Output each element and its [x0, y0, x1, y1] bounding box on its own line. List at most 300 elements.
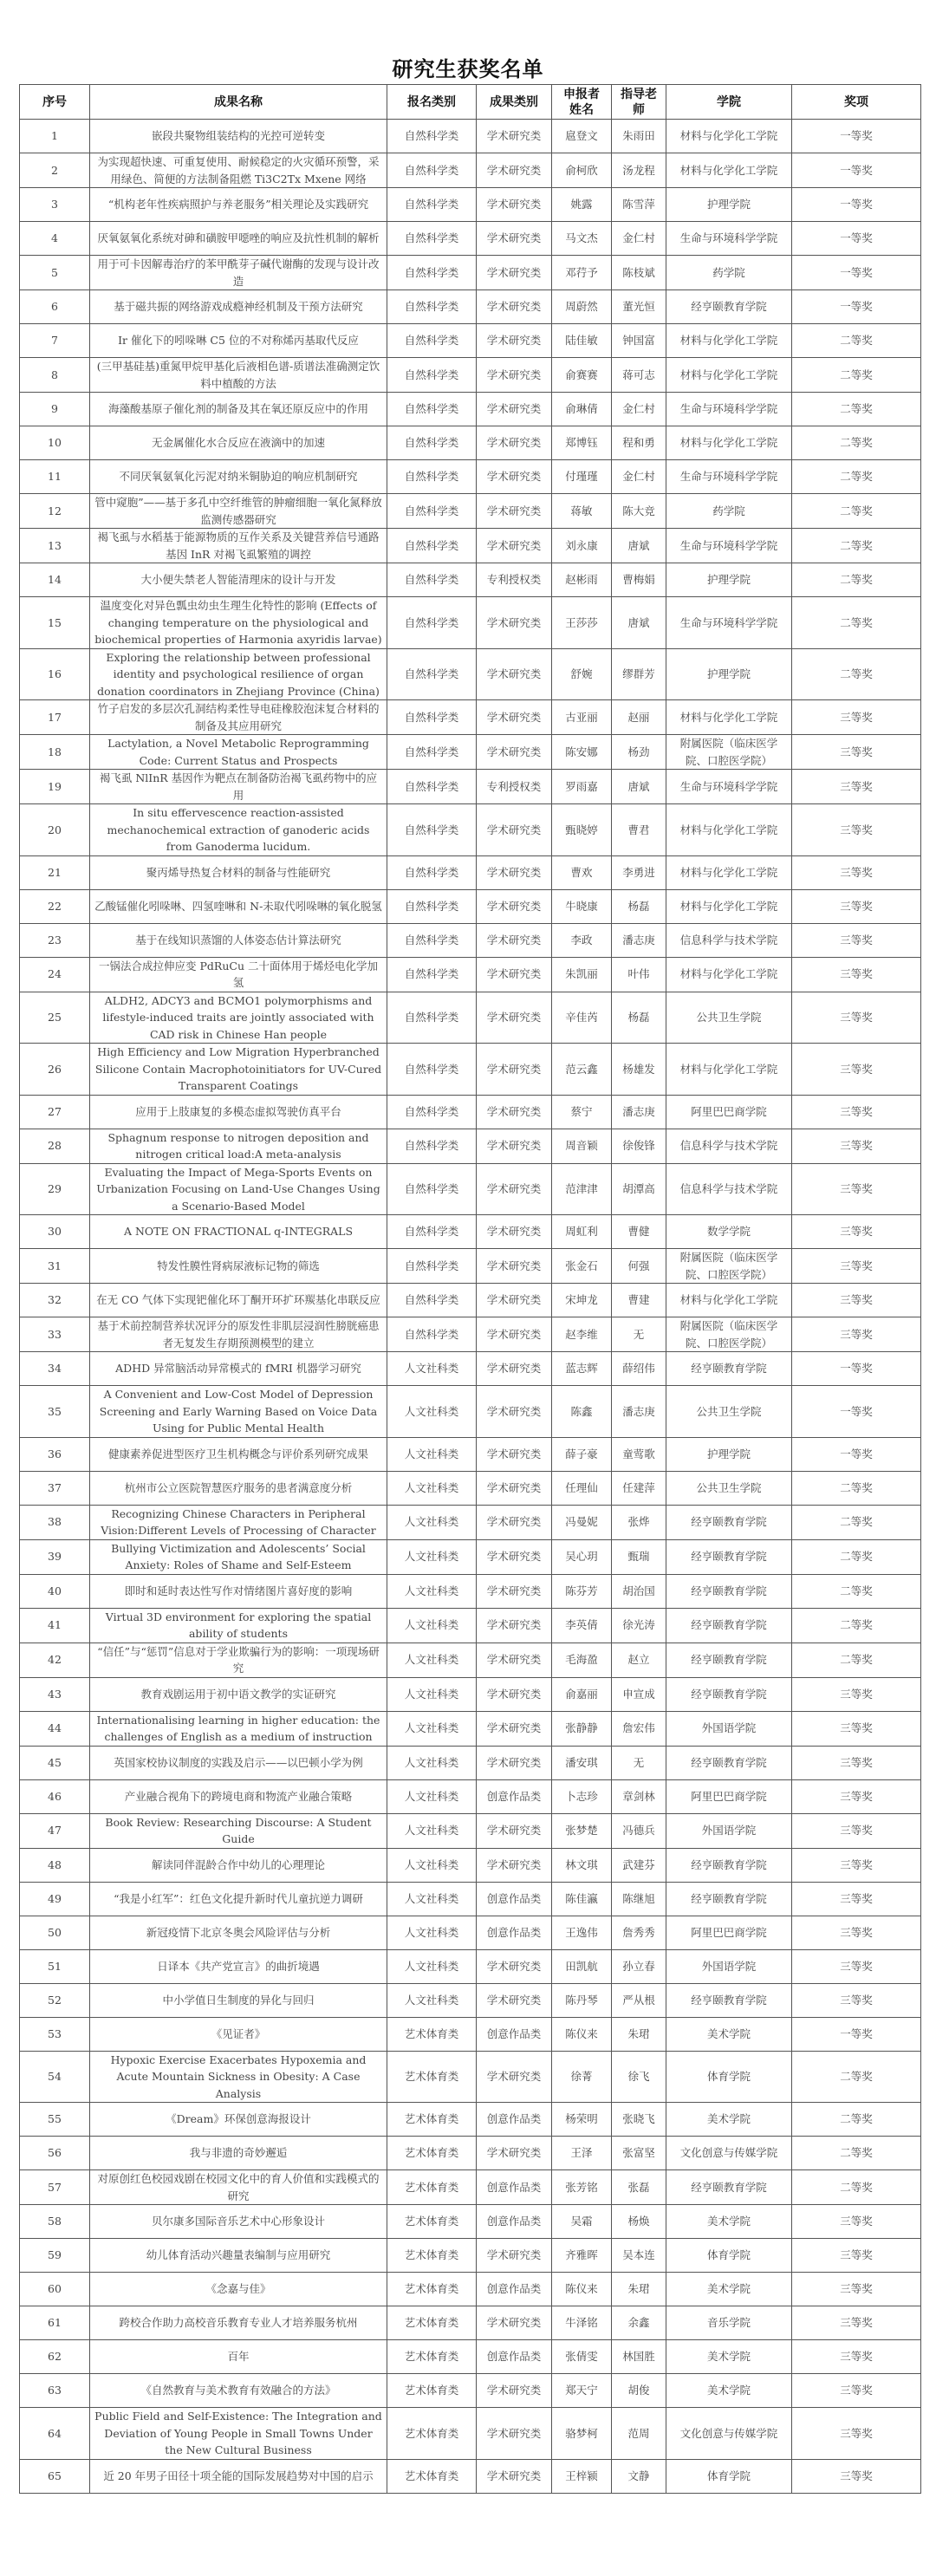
- cell-award: 二等奖: [792, 2103, 921, 2137]
- cell-name: 厌氧氨氧化系统对砷和磺胺甲噁唑的响应及抗性机制的解析: [90, 222, 387, 256]
- table-row: [20, 700, 921, 735]
- cell-college: 护理学院: [666, 188, 792, 222]
- cell-name: 用于可卡因解毒治疗的苯甲酰芽子碱代谢酶的发现与设计改造: [90, 256, 387, 290]
- cell-result-category: 学术研究类: [477, 648, 552, 700]
- cell-index: 10: [20, 426, 90, 460]
- cell-applicant: 田凯航: [552, 1949, 612, 1983]
- column-header-applicant: 申报者姓名: [552, 85, 612, 120]
- cell-college: 材料与化学化工学院: [666, 1284, 792, 1317]
- cell-award: 三等奖: [792, 1779, 921, 1813]
- cell-advisor: 张晓飞: [612, 2103, 666, 2137]
- cell-result-category: 学术研究类: [477, 2306, 552, 2340]
- cell-advisor: 无: [612, 1317, 666, 1352]
- cell-college: 材料与化学化工学院: [666, 1044, 792, 1096]
- cell-name: 基于磁共振的网络游戏成瘾神经机制及干预方法研究: [90, 290, 387, 324]
- table-row: [20, 957, 921, 992]
- cell-result-category: 学术研究类: [477, 2051, 552, 2103]
- cell-result-category: 专利授权类: [477, 563, 552, 597]
- cell-college: 经亨颐教育学院: [666, 290, 792, 324]
- cell-applicant: 张梦楚: [552, 1813, 612, 1848]
- cell-index: 18: [20, 735, 90, 770]
- table-row: [20, 1746, 921, 1779]
- cell-index: 24: [20, 957, 90, 992]
- cell-award: 二等奖: [792, 1471, 921, 1505]
- cell-result-category: 学术研究类: [477, 1848, 552, 1882]
- cell-signup-category: 自然科学类: [387, 889, 477, 923]
- cell-index: 19: [20, 770, 90, 804]
- cell-name: Book Review: Researching Discourse: A Student Guide: [90, 1813, 387, 1848]
- cell-signup-category: 艺术体育类: [387, 2408, 477, 2460]
- cell-advisor: 文静: [612, 2459, 666, 2493]
- cell-signup-category: 自然科学类: [387, 563, 477, 597]
- cell-college: 信息科学与技术学院: [666, 1163, 792, 1215]
- cell-college: 经亨颐教育学院: [666, 1983, 792, 2017]
- table-row: [20, 735, 921, 770]
- cell-award: 一等奖: [792, 2017, 921, 2051]
- cell-index: 12: [20, 494, 90, 529]
- cell-signup-category: 人文社科类: [387, 1983, 477, 2017]
- cell-applicant: 杨荣明: [552, 2103, 612, 2137]
- cell-applicant: 陈鑫: [552, 1386, 612, 1438]
- cell-name: 即时和延时表达性写作对情绪图片喜好度的影响: [90, 1574, 387, 1608]
- cell-name: 新冠疫情下北京冬奥会风险评估与分析: [90, 1916, 387, 1949]
- cell-advisor: 杨焕: [612, 2205, 666, 2239]
- cell-signup-category: 人文社科类: [387, 1386, 477, 1438]
- table-row: [20, 1574, 921, 1608]
- cell-applicant: 曹欢: [552, 855, 612, 889]
- cell-college: 药学院: [666, 494, 792, 529]
- cell-result-category: 学术研究类: [477, 1386, 552, 1438]
- cell-applicant: 赵李维: [552, 1317, 612, 1352]
- cell-applicant: 卜志珍: [552, 1779, 612, 1813]
- table-row: [20, 1284, 921, 1317]
- cell-advisor: 金仁村: [612, 222, 666, 256]
- cell-signup-category: 人文社科类: [387, 1711, 477, 1746]
- cell-signup-category: 人文社科类: [387, 1779, 477, 1813]
- cell-signup-category: 人文社科类: [387, 1643, 477, 1677]
- table-row: [20, 1471, 921, 1505]
- cell-result-category: 学术研究类: [477, 923, 552, 957]
- cell-result-category: 学术研究类: [477, 1505, 552, 1539]
- cell-signup-category: 艺术体育类: [387, 2051, 477, 2103]
- cell-advisor: 曹君: [612, 804, 666, 856]
- cell-signup-category: 艺术体育类: [387, 2239, 477, 2273]
- cell-name: 褐飞虱与水稻基于能源物质的互作关系及关键营养信号通路基因 InR 对褐飞虱繁殖的调控: [90, 529, 387, 563]
- table-row: [20, 324, 921, 358]
- cell-signup-category: 自然科学类: [387, 923, 477, 957]
- cell-college: 体育学院: [666, 2459, 792, 2493]
- cell-index: 1: [20, 120, 90, 153]
- table-row: [20, 358, 921, 393]
- cell-award: 三等奖: [792, 923, 921, 957]
- cell-applicant: 周蔚然: [552, 290, 612, 324]
- cell-name: 教育戏剧运用于初中语文教学的实证研究: [90, 1677, 387, 1711]
- cell-applicant: 吴霜: [552, 2205, 612, 2239]
- cell-name: 海藻酸基原子催化剂的制备及其在氧还原反应中的作用: [90, 393, 387, 426]
- cell-index: 2: [20, 153, 90, 188]
- cell-index: 46: [20, 1779, 90, 1813]
- cell-signup-category: 自然科学类: [387, 426, 477, 460]
- cell-signup-category: 艺术体育类: [387, 2459, 477, 2493]
- table-row: [20, 1677, 921, 1711]
- cell-award: 二等奖: [792, 426, 921, 460]
- cell-college: 材料与化学化工学院: [666, 889, 792, 923]
- cell-name: 产业融合视角下的跨境电商和物流产业融合策略: [90, 1779, 387, 1813]
- cell-result-category: 学术研究类: [477, 494, 552, 529]
- cell-name: 在无 CO 气体下实现钯催化环丁酮开环扩环羰基化串联反应: [90, 1284, 387, 1317]
- cell-college: 经亨颐教育学院: [666, 1608, 792, 1643]
- table-row: [20, 393, 921, 426]
- cell-applicant: 齐雅晖: [552, 2239, 612, 2273]
- cell-name: 聚丙烯导热复合材料的制备与性能研究: [90, 855, 387, 889]
- cell-name: High Efficiency and Low Migration Hyperbranched Silicone Contain Macrophotoinitiators for UV-Cured Transparent Coatings: [90, 1044, 387, 1096]
- table-row: [20, 2374, 921, 2408]
- cell-award: 一等奖: [792, 120, 921, 153]
- cell-index: 28: [20, 1129, 90, 1163]
- cell-college: 经亨颐教育学院: [666, 1539, 792, 1574]
- cell-college: 美术学院: [666, 2205, 792, 2239]
- cell-college: 音乐学院: [666, 2306, 792, 2340]
- cell-applicant: 扈登文: [552, 120, 612, 153]
- table-row: [20, 153, 921, 188]
- table-row: [20, 889, 921, 923]
- cell-advisor: 甄瑞: [612, 1539, 666, 1574]
- cell-index: 33: [20, 1317, 90, 1352]
- cell-signup-category: 自然科学类: [387, 529, 477, 563]
- cell-index: 30: [20, 1215, 90, 1249]
- cell-index: 27: [20, 1095, 90, 1129]
- cell-applicant: 古亚丽: [552, 700, 612, 735]
- table-row: [20, 1163, 921, 1215]
- cell-name: In situ effervescence reaction-assisted mechanochemical extraction of ganoderic acids from Ganoderma lucidum.: [90, 804, 387, 856]
- cell-advisor: 董光恒: [612, 290, 666, 324]
- cell-award: 三等奖: [792, 2374, 921, 2408]
- cell-name: 日译本《共产党宣言》的曲折境遇: [90, 1949, 387, 1983]
- table-row: [20, 120, 921, 153]
- table-row: [20, 1813, 921, 1848]
- cell-applicant: 陈芬芳: [552, 1574, 612, 1608]
- cell-applicant: 王逸伟: [552, 1916, 612, 1949]
- table-row: [20, 1916, 921, 1949]
- cell-signup-category: 自然科学类: [387, 957, 477, 992]
- cell-advisor: 曹梅娟: [612, 563, 666, 597]
- cell-advisor: 严从根: [612, 1983, 666, 2017]
- cell-name: Ir 催化下的吲哚啉 C5 位的不对称烯丙基取代反应: [90, 324, 387, 358]
- table-row: [20, 1711, 921, 1746]
- cell-index: 62: [20, 2340, 90, 2374]
- table-row: [20, 1352, 921, 1386]
- cell-name: 褐飞虱 NlInR 基因作为靶点在制备防治褐飞虱药物中的应用: [90, 770, 387, 804]
- cell-advisor: 陈继旭: [612, 1882, 666, 1916]
- cell-award: 三等奖: [792, 735, 921, 770]
- cell-result-category: 学术研究类: [477, 358, 552, 393]
- cell-index: 53: [20, 2017, 90, 2051]
- cell-award: 三等奖: [792, 1711, 921, 1746]
- cell-index: 22: [20, 889, 90, 923]
- cell-index: 9: [20, 393, 90, 426]
- cell-index: 8: [20, 358, 90, 393]
- cell-name: 英国家校协议制度的实践及启示——以巴顿小学为例: [90, 1746, 387, 1779]
- cell-applicant: 蔡宁: [552, 1095, 612, 1129]
- cell-applicant: 陈丹琴: [552, 1983, 612, 2017]
- cell-award: 三等奖: [792, 1848, 921, 1882]
- cell-applicant: 赵彬雨: [552, 563, 612, 597]
- cell-index: 45: [20, 1746, 90, 1779]
- cell-college: 经亨颐教育学院: [666, 1352, 792, 1386]
- cell-name: 《见证者》: [90, 2017, 387, 2051]
- cell-advisor: 胡潭高: [612, 1163, 666, 1215]
- cell-result-category: 学术研究类: [477, 222, 552, 256]
- cell-name: 基于术前控制营养状况评分的原发性非肌层浸润性膀胱癌患者无复发生存期预测模型的建立: [90, 1317, 387, 1352]
- cell-award: 三等奖: [792, 1916, 921, 1949]
- column-header-advisor: 指导老师: [612, 85, 666, 120]
- cell-applicant: 甄晓婷: [552, 804, 612, 856]
- cell-result-category: 学术研究类: [477, 804, 552, 856]
- cell-award: 一等奖: [792, 290, 921, 324]
- table-header-row: [20, 85, 921, 120]
- cell-advisor: 张烨: [612, 1505, 666, 1539]
- cell-applicant: 郑天宁: [552, 2374, 612, 2408]
- cell-advisor: 詹宏伟: [612, 1711, 666, 1746]
- table-row: [20, 222, 921, 256]
- cell-applicant: 罗雨嘉: [552, 770, 612, 804]
- cell-index: 55: [20, 2103, 90, 2137]
- cell-result-category: 学术研究类: [477, 1608, 552, 1643]
- cell-applicant: 范津津: [552, 1163, 612, 1215]
- cell-result-category: 学术研究类: [477, 1539, 552, 1574]
- cell-index: 51: [20, 1949, 90, 1983]
- cell-award: 一等奖: [792, 222, 921, 256]
- cell-name: Evaluating the Impact of Mega-Sports Events on Urbanization Focusing on Land-Use Changes Using a Scenario-Based Model: [90, 1163, 387, 1215]
- cell-advisor: 汤龙程: [612, 153, 666, 188]
- cell-index: 16: [20, 648, 90, 700]
- cell-college: 生命与环境科学学院: [666, 770, 792, 804]
- cell-college: 经亨颐教育学院: [666, 2170, 792, 2205]
- cell-applicant: 李政: [552, 923, 612, 957]
- cell-applicant: 周虹利: [552, 1215, 612, 1249]
- cell-college: 生命与环境科学学院: [666, 597, 792, 649]
- cell-name: ADHD 异常脑活动异常模式的 fMRI 机器学习研究: [90, 1352, 387, 1386]
- cell-advisor: 薛绍伟: [612, 1352, 666, 1386]
- cell-advisor: 叶伟: [612, 957, 666, 992]
- table-row: [20, 2170, 921, 2205]
- cell-college: 公共卫生学院: [666, 1471, 792, 1505]
- cell-college: 护理学院: [666, 648, 792, 700]
- column-header-signup-category: 报名类别: [387, 85, 477, 120]
- cell-college: 阿里巴巴商学院: [666, 1095, 792, 1129]
- table-row: [20, 2017, 921, 2051]
- table-row: [20, 1437, 921, 1471]
- cell-applicant: 陈佳瀛: [552, 1882, 612, 1916]
- cell-applicant: 潘安琪: [552, 1746, 612, 1779]
- cell-advisor: 陈雪萍: [612, 188, 666, 222]
- cell-college: 外国语学院: [666, 1711, 792, 1746]
- table-row: [20, 770, 921, 804]
- cell-award: 三等奖: [792, 770, 921, 804]
- table-row: [20, 2408, 921, 2460]
- cell-index: 38: [20, 1505, 90, 1539]
- cell-signup-category: 自然科学类: [387, 804, 477, 856]
- cell-signup-category: 人文社科类: [387, 1505, 477, 1539]
- cell-award: 三等奖: [792, 1882, 921, 1916]
- cell-award: 一等奖: [792, 1437, 921, 1471]
- cell-advisor: 陈枝斌: [612, 256, 666, 290]
- table-row: [20, 1882, 921, 1916]
- cell-advisor: 陈大竞: [612, 494, 666, 529]
- cell-index: 36: [20, 1437, 90, 1471]
- cell-award: 三等奖: [792, 1949, 921, 1983]
- cell-signup-category: 自然科学类: [387, 358, 477, 393]
- cell-college: 体育学院: [666, 2051, 792, 2103]
- cell-award: 一等奖: [792, 1352, 921, 1386]
- cell-applicant: 张芳铭: [552, 2170, 612, 2205]
- cell-award: 二等奖: [792, 563, 921, 597]
- cell-signup-category: 艺术体育类: [387, 2137, 477, 2170]
- cell-advisor: 程和勇: [612, 426, 666, 460]
- cell-award: 三等奖: [792, 1284, 921, 1317]
- cell-advisor: 唐斌: [612, 597, 666, 649]
- cell-result-category: 学术研究类: [477, 529, 552, 563]
- cell-college: 生命与环境科学学院: [666, 460, 792, 494]
- cell-award: 二等奖: [792, 1574, 921, 1608]
- cell-college: 附属医院（临床医学院、口腔医学院）: [666, 1249, 792, 1284]
- table-row: [20, 855, 921, 889]
- cell-result-category: 学术研究类: [477, 1574, 552, 1608]
- cell-award: 二等奖: [792, 2051, 921, 2103]
- cell-advisor: 蒋可志: [612, 358, 666, 393]
- cell-applicant: 冯曼妮: [552, 1505, 612, 1539]
- cell-college: 文化创意与传媒学院: [666, 2408, 792, 2460]
- cell-signup-category: 自然科学类: [387, 460, 477, 494]
- cell-applicant: 王莎莎: [552, 597, 612, 649]
- cell-name: Public Field and Self-Existence: The Integration and Deviation of Young People in Small Towns Under the New Cultural Business: [90, 2408, 387, 2460]
- table-row: [20, 1249, 921, 1284]
- cell-award: 三等奖: [792, 889, 921, 923]
- cell-award: 三等奖: [792, 1317, 921, 1352]
- cell-signup-category: 艺术体育类: [387, 2103, 477, 2137]
- cell-advisor: 无: [612, 1746, 666, 1779]
- cell-advisor: 金仁村: [612, 460, 666, 494]
- cell-advisor: 潘志庚: [612, 1095, 666, 1129]
- cell-applicant: 王泽: [552, 2137, 612, 2170]
- cell-advisor: 申宣成: [612, 1677, 666, 1711]
- cell-award: 三等奖: [792, 1813, 921, 1848]
- cell-applicant: 蓝志辉: [552, 1352, 612, 1386]
- cell-index: 21: [20, 855, 90, 889]
- table-row: [20, 2239, 921, 2273]
- cell-result-category: 学术研究类: [477, 1215, 552, 1249]
- cell-award: 三等奖: [792, 1095, 921, 1129]
- table-row: [20, 460, 921, 494]
- cell-college: 美术学院: [666, 2340, 792, 2374]
- cell-advisor: 唐斌: [612, 529, 666, 563]
- cell-index: 58: [20, 2205, 90, 2239]
- cell-result-category: 学术研究类: [477, 597, 552, 649]
- cell-advisor: 何强: [612, 1249, 666, 1284]
- cell-name: (三甲基硅基)重氮甲烷甲基化后液相色谱-质谱法准确测定饮料中植酸的方法: [90, 358, 387, 393]
- cell-college: 公共卫生学院: [666, 992, 792, 1044]
- cell-award: 三等奖: [792, 2205, 921, 2239]
- table-row: [20, 188, 921, 222]
- cell-award: 三等奖: [792, 1249, 921, 1284]
- cell-award: 二等奖: [792, 529, 921, 563]
- cell-signup-category: 人文社科类: [387, 1352, 477, 1386]
- cell-name: A Convenient and Low-Cost Model of Depression Screening and Early Warning Based on Voice Data Using for Public Mental Health: [90, 1386, 387, 1438]
- cell-signup-category: 自然科学类: [387, 992, 477, 1044]
- cell-index: 52: [20, 1983, 90, 2017]
- cell-applicant: 徐菁: [552, 2051, 612, 2103]
- cell-index: 60: [20, 2273, 90, 2306]
- cell-advisor: 章剑林: [612, 1779, 666, 1813]
- cell-applicant: 刘永康: [552, 529, 612, 563]
- cell-index: 4: [20, 222, 90, 256]
- cell-signup-category: 自然科学类: [387, 1129, 477, 1163]
- cell-award: 二等奖: [792, 1539, 921, 1574]
- cell-award: 三等奖: [792, 1129, 921, 1163]
- cell-award: 二等奖: [792, 393, 921, 426]
- cell-signup-category: 自然科学类: [387, 1249, 477, 1284]
- table-row: [20, 2340, 921, 2374]
- cell-applicant: 俞柯欣: [552, 153, 612, 188]
- cell-college: 经亨颐教育学院: [666, 1746, 792, 1779]
- cell-result-category: 学术研究类: [477, 1352, 552, 1386]
- cell-name: Internationalising learning in higher education: the challenges of English as a medium of instruction: [90, 1711, 387, 1746]
- cell-advisor: 曹建: [612, 1284, 666, 1317]
- cell-result-category: 学术研究类: [477, 1643, 552, 1677]
- cell-applicant: 俞赛赛: [552, 358, 612, 393]
- cell-signup-category: 人文社科类: [387, 1916, 477, 1949]
- cell-result-category: 创意作品类: [477, 2170, 552, 2205]
- cell-index: 54: [20, 2051, 90, 2103]
- cell-name: 《Dream》环保创意海报设计: [90, 2103, 387, 2137]
- cell-result-category: 学术研究类: [477, 735, 552, 770]
- cell-advisor: 杨劲: [612, 735, 666, 770]
- cell-college: 文化创意与传媒学院: [666, 2137, 792, 2170]
- cell-result-category: 学术研究类: [477, 460, 552, 494]
- cell-index: 37: [20, 1471, 90, 1505]
- cell-applicant: 俞嘉丽: [552, 1677, 612, 1711]
- cell-signup-category: 自然科学类: [387, 324, 477, 358]
- cell-applicant: 周音颖: [552, 1129, 612, 1163]
- cell-result-category: 学术研究类: [477, 1471, 552, 1505]
- table-row: [20, 2103, 921, 2137]
- cell-name: 《念嘉与佳》: [90, 2273, 387, 2306]
- table-row: [20, 1949, 921, 1983]
- cell-index: 50: [20, 1916, 90, 1949]
- cell-index: 59: [20, 2239, 90, 2273]
- cell-signup-category: 自然科学类: [387, 222, 477, 256]
- cell-result-category: 学术研究类: [477, 393, 552, 426]
- cell-name: 我与非遗的奇妙邂逅: [90, 2137, 387, 2170]
- cell-advisor: 赵立: [612, 1643, 666, 1677]
- cell-award: 二等奖: [792, 460, 921, 494]
- cell-award: 三等奖: [792, 700, 921, 735]
- cell-college: 阿里巴巴商学院: [666, 1916, 792, 1949]
- cell-name: Exploring the relationship between professional identity and psychological resilience of organ donation coordinators in Zhejiang Province (China): [90, 648, 387, 700]
- cell-index: 11: [20, 460, 90, 494]
- cell-result-category: 创意作品类: [477, 1916, 552, 1949]
- cell-college: 材料与化学化工学院: [666, 700, 792, 735]
- cell-signup-category: 人文社科类: [387, 1471, 477, 1505]
- cell-name: 对原创红色校园戏剧在校园文化中的育人价值和实践模式的研究: [90, 2170, 387, 2205]
- cell-signup-category: 自然科学类: [387, 153, 477, 188]
- cell-advisor: 胡治国: [612, 1574, 666, 1608]
- cell-applicant: 李英倩: [552, 1608, 612, 1643]
- cell-index: 3: [20, 188, 90, 222]
- table-row: [20, 529, 921, 563]
- cell-index: 49: [20, 1882, 90, 1916]
- cell-signup-category: 自然科学类: [387, 120, 477, 153]
